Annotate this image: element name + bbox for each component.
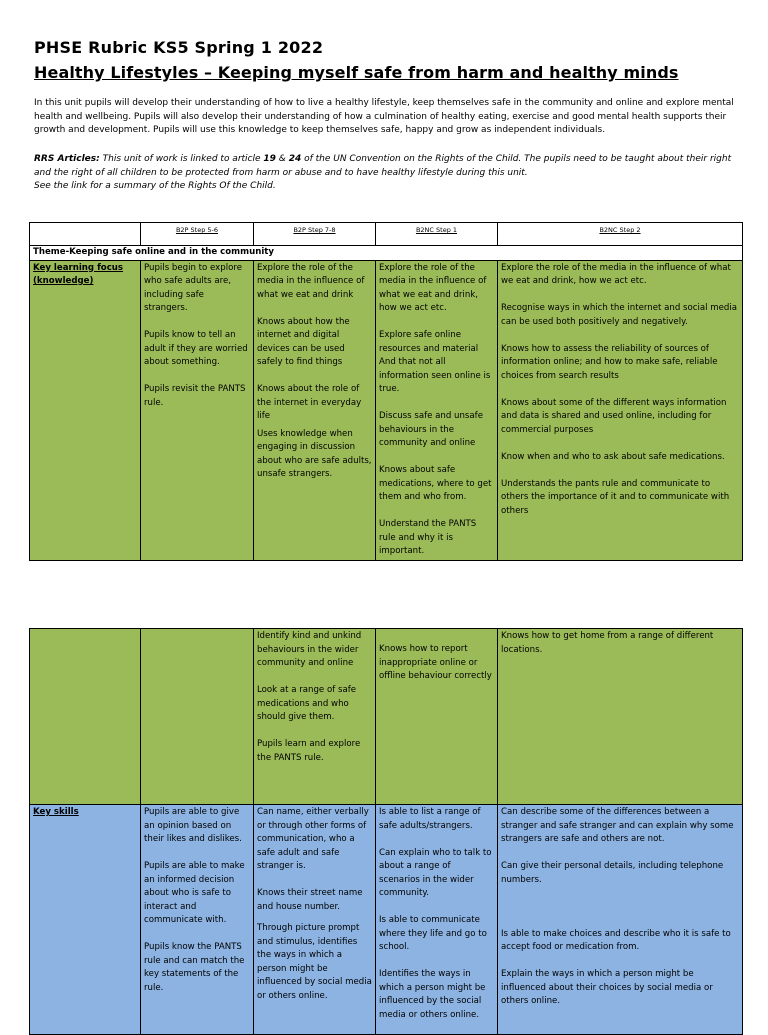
theme-cell: Theme-Keeping safe online and in the community — [30, 246, 743, 261]
header-cell-b2nc-2 — [498, 223, 743, 246]
cell-paragraph: Knows about some of the different ways information and data is shared and used online, including for commercial purposes — [501, 397, 727, 435]
knowledge-continued-cell-b2nc-2 — [498, 629, 743, 805]
cell-paragraph: Understand the PANTS rule and why it is important. — [379, 519, 477, 556]
knowledge-label: Key learning focus (knowledge) — [33, 262, 124, 286]
cell-paragraph: Knows about the role of the internet in everyday life — [257, 384, 362, 421]
cell-paragraph: Recognise ways in which the internet and social media can be used both positively and negatively. — [501, 303, 738, 327]
header-label: B2P Step 7-8 — [293, 226, 336, 234]
knowledge-continued-cell-b2p-5-6 — [141, 629, 254, 805]
cell-paragraph: Identifies the ways in which a person might be influenced by the social media or others online. — [379, 969, 486, 1020]
cell-paragraph: Explore safe online resources and material And that not all information seen online is true. — [379, 330, 491, 394]
cell-paragraph: Can explain who to talk to about a range of scenarios in the wider community. — [379, 847, 492, 898]
knowledge-continued-row — [30, 629, 743, 805]
rrs-label: RRS Articles: — [34, 154, 100, 164]
document-subtitle: Healthy Lifestyles – Keeping myself safe from harm and healthy minds — [34, 63, 679, 82]
cell-paragraph: Explain the ways in which a person might be influenced about their choices by social media or others online. — [501, 969, 713, 1006]
header-cell-b2nc-1 — [376, 223, 498, 246]
skills-row — [30, 805, 743, 1035]
cell-paragraph: Pupils know the PANTS rule and can match the key statements of the rule. — [144, 942, 245, 993]
knowledge-continued-cell-b2nc-1 — [376, 629, 498, 805]
skills-cell-b2nc-1 — [376, 805, 498, 1035]
cell-paragraph: Knows how to get home from a range of different locations. — [501, 631, 714, 655]
header-cell-b2p-5-6 — [141, 223, 254, 246]
rubric-table-top — [29, 222, 743, 561]
cell-paragraph: Through picture prompt and stimulus, identifies the ways in which a person might be influenced by social media or others online. — [257, 923, 372, 1001]
knowledge-cell-b2nc-1 — [376, 260, 498, 560]
rrs-text-a: This unit of work is linked to article — [99, 154, 264, 164]
knowledge-cell-b2nc-2 — [498, 260, 743, 560]
cell-paragraph: Is able to make choices and describe who it is safe to accept food or medication from. — [501, 928, 731, 952]
cell-paragraph — [501, 901, 739, 915]
cell-paragraph: Knows about how the internet and digital devices can be used safely to find things — [257, 316, 350, 367]
cell-paragraph: Can describe some of the differences between a stranger and safe stranger and can explain why some strangers are safe and others are not. — [501, 807, 734, 844]
knowledge-row — [30, 260, 743, 560]
cell-paragraph: Discuss safe and unsafe behaviours in the community and online — [379, 411, 483, 448]
knowledge-continued-label-cell — [30, 629, 141, 805]
cell-paragraph: Explore the role of the media in the influence of what we eat and drink, how we act etc. — [379, 262, 487, 313]
rrs-and: & — [275, 154, 289, 164]
header-cell-blank — [30, 223, 141, 246]
knowledge-label-cell — [30, 260, 141, 560]
skills-cell-b2p-7-8 — [254, 805, 376, 1035]
cell-paragraph: Is able to list a range of safe adults/strangers. — [379, 807, 481, 831]
rrs-article-24: 24 — [288, 154, 302, 164]
rrs-link-line[interactable]: See the link for a summary of the Rights Of the Child. — [34, 181, 276, 191]
cell-paragraph: Look at a range of safe medications and who should give them. — [257, 685, 357, 722]
rrs-article-19: 19 — [263, 154, 276, 164]
cell-paragraph: Pupils begin to explore who safe adults are, including safe strangers. — [144, 262, 242, 313]
header-label: B2P Step 5-6 — [175, 226, 219, 234]
cell-paragraph: Pupils are able to make an informed decision about who is safe to interact and communicate with. — [144, 861, 245, 925]
theme-row — [30, 246, 743, 261]
cell-paragraph: Explore the role of the media in the influence of what we eat and drink — [257, 262, 365, 300]
cell-paragraph: Can give their personal details, including telephone numbers. — [501, 861, 724, 885]
cell-paragraph: Pupils learn and explore the PANTS rule. — [257, 739, 361, 763]
cell-paragraph: Pupils revisit the PANTS rule. — [144, 384, 246, 408]
knowledge-cell-b2p-5-6 — [141, 260, 254, 560]
cell-paragraph: Uses knowledge when engaging in discussion about who are safe adults, unsafe strangers. — [257, 428, 372, 479]
cell-paragraph: Is able to communicate where they life and go to school. — [379, 915, 487, 952]
intro-paragraph: In this unit pupils will develop their understanding of how to live a healthy lifestyle, keep themselves safe in the community and online and explore mental health and wellbeing. Pupils will also develop their understanding of how a culmination of healthy eating, exercise and good mental health supports their growth and development. Pupils will use this knowledge to keep themselves safe, happy and grow as independent individuals. — [34, 98, 734, 135]
knowledge-cell-b2p-7-8 — [254, 260, 376, 560]
knowledge-continued-cell-b2p-7-8 — [254, 629, 376, 805]
document-title: PHSE Rubric KS5 Spring 1 2022 — [34, 38, 324, 57]
cell-paragraph: Identify kind and unkind behaviours in the wider community and online — [257, 631, 362, 668]
skills-cell-b2nc-2 — [498, 805, 743, 1035]
cell-paragraph: Pupils know to tell an adult if they are worried about something. — [144, 330, 248, 367]
cell-paragraph: Explore the role of the media in the influence of what we eat and drink, how we act etc. — [501, 262, 731, 286]
rrs-text-b: of the UN Convention on the Rights of the Child. The pupils need to be taught about their right and the right of all children to be protected from harm or abuse and to have healthy lifestyle during this unit. — [34, 154, 732, 178]
cell-paragraph: Knows how to report inappropriate online or offline behaviour correctly — [379, 644, 492, 681]
cell-paragraph: Knows their street name and house number. — [257, 888, 363, 912]
header-row — [30, 223, 743, 246]
skills-label-cell — [30, 805, 141, 1035]
cell-paragraph: Knows about safe medications, where to get them and who from. — [379, 465, 492, 502]
skills-label: Key skills — [33, 807, 79, 817]
cell-paragraph: Can name, either verbally or through other forms of communication, who a safe adult and safe stranger is. — [257, 807, 369, 871]
skills-cell-b2p-5-6 — [141, 805, 254, 1035]
rubric-table-bottom — [29, 628, 743, 1035]
cell-paragraph: Understands the pants rule and communicate to others the importance of it and to communicate with others — [501, 478, 730, 516]
rrs-paragraph — [34, 153, 744, 194]
header-cell-b2p-7-8 — [254, 223, 376, 246]
header-label: B2NC Step 1 — [415, 226, 458, 234]
cell-paragraph: Know when and who to ask about safe medications. — [501, 451, 725, 462]
cell-paragraph: Pupils are able to give an opinion based on their likes and dislikes. — [144, 807, 242, 844]
cell-paragraph: Knows how to assess the reliability of sources of information online; and how to make safe, reliable choices from search results — [501, 343, 718, 381]
header-label: B2NC Step 2 — [599, 226, 641, 234]
